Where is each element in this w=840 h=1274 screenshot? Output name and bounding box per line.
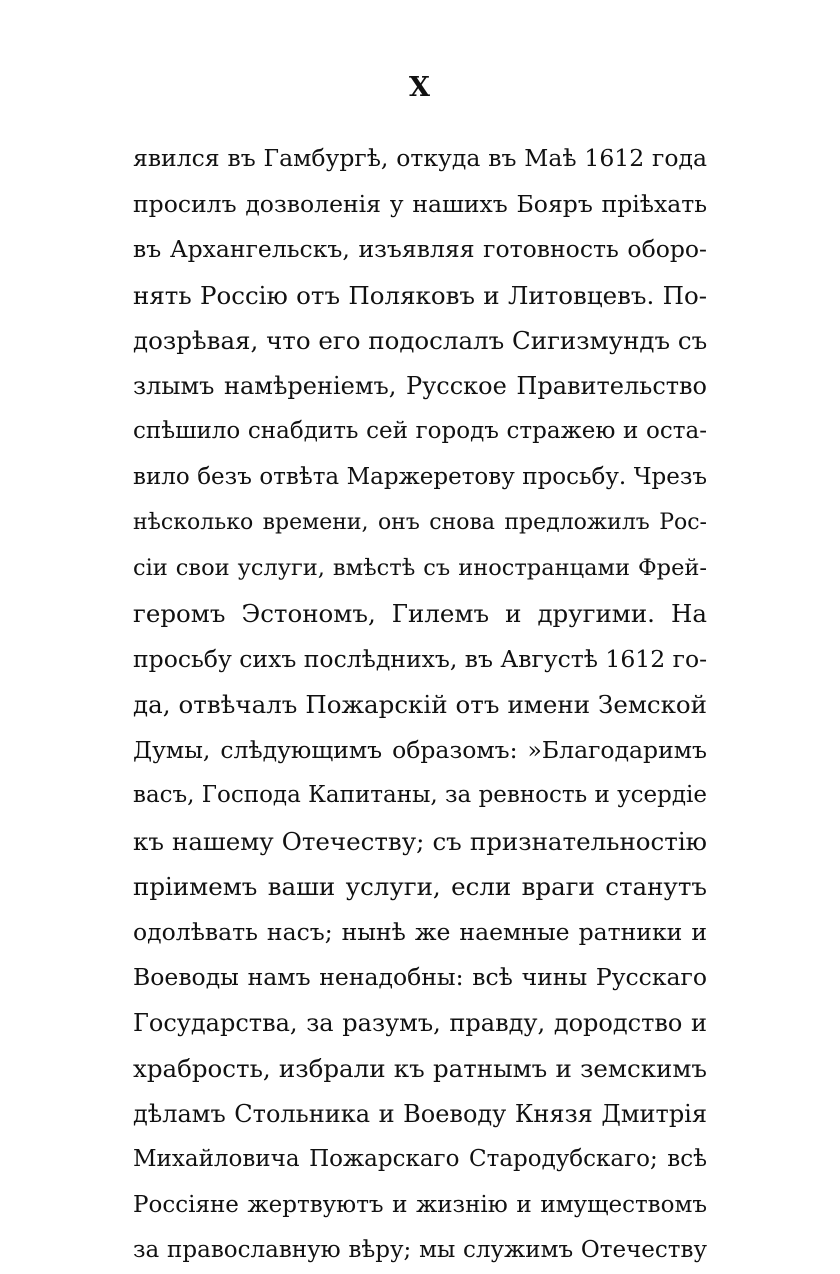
text-line: пріимемъ ваши услуги, если враги станутъ [133, 872, 707, 901]
text-line: храбрость, избрали къ ратнымъ и земскимъ [133, 1054, 707, 1083]
text-line: просилъ дозволенія у нашихъ Бояръ пріѣхать [133, 189, 707, 218]
text-line: да, отвѣчалъ Пожарскій отъ имени Земской [133, 690, 707, 719]
text-line: Думы, слѣдующимъ образомъ: »Благодаримъ [133, 735, 707, 764]
text-line: васъ, Господа Капитаны, за ревность и усердіе [133, 782, 707, 808]
text-line: вило безъ отвѣта Маржеретову просьбу. Чрезъ [133, 463, 707, 490]
text-line: явился въ Гамбургѣ, откуда въ Маѣ 1612 года [133, 144, 707, 172]
text-line: Михайловича Пожарскаго Стародубскаго; всѣ [133, 1146, 707, 1172]
text-line: одолѣвать насъ; нынѣ же наемные ратники и [133, 917, 707, 946]
text-line: Государства, за разумъ, правду, дородство и [133, 1008, 707, 1037]
text-line: дѣламъ Стольника и Воеводу Князя Дмитрія [133, 1099, 707, 1128]
text-line: въ Архангельскъ, изъявляя готовность оборо- [133, 235, 707, 263]
text-line: нѣсколько времени, онъ снова предложилъ Рос- [133, 510, 707, 535]
text-line: сіи свои услуги, вмѣстѣ съ иностранцами Фрей- [133, 554, 707, 581]
text-line: дозрѣвая, что его подослалъ Сигизмундъ съ [133, 326, 707, 355]
text-line: нять Россію отъ Поляковъ и Литовцевъ. По- [133, 280, 707, 310]
text-line: спѣшило снабдить сей городъ стражею и оста- [133, 418, 707, 444]
text-line: злымъ намѣреніемъ, Русское Правительство [133, 371, 707, 400]
text-line: геромъ Эстономъ, Гилемъ и другими. На [133, 599, 707, 628]
text-line: Воеводы намъ ненадобны: всѣ чины Русскаго [133, 963, 707, 991]
text-line: Россіяне жертвуютъ и жизнію и имуществомъ [133, 1191, 707, 1218]
text-line: къ нашему Отечеству; съ признательностію [133, 826, 707, 856]
text-line: за православную вѣру; мы служимъ Отечеству [133, 1237, 707, 1263]
body-text [133, 136, 707, 1274]
page-number: X [409, 72, 431, 103]
text-line: просьбу сихъ послѣднихъ, въ Августѣ 1612 го- [133, 644, 707, 673]
